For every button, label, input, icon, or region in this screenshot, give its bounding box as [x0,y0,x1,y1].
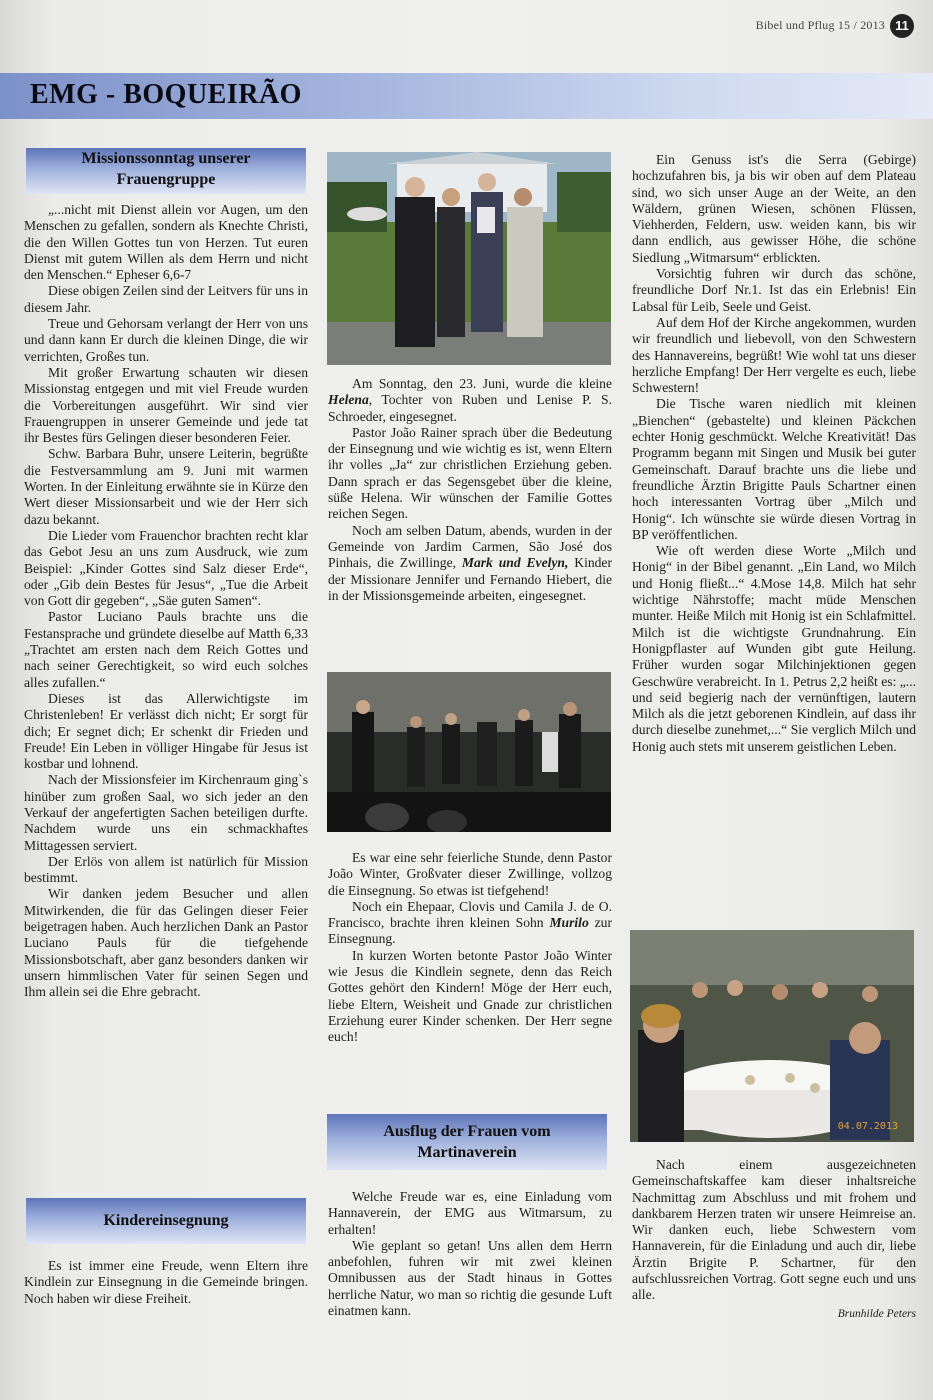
paragraph: Schw. Barbara Buhr, unsere Leiterin, begrüßte die Festversammlung am 9. Juni mit warmen Worten. In der Einleitung erwähnte sie in Kürze den Wert dieser Missionsarbeit und wie der Herr sich dazu bekannt. [24,446,308,527]
paragraph: Die Lieder vom Frauenchor brachten recht klar das Gebot Jesu an uns zum Ausdruck, wie zum Beispiel: „Kinder Gottes sind Salz dieser Erde“, oder „Gib dein Bestes für Jesus“, „Tue die Arbeit von Gott dir gegeben“, „Säe guten Samen“. [24,527,308,609]
paragraph: In kurzen Worten betonte Pastor João Winter wie Jesus die Kindlein segnete, denn das Reich Gottes gehört den Kindern! Möge der Herr euch, liebe Eltern, Weisheit und Gnade zur christlichen Erziehung eurer Kinder schenken. Der Herr segne euch! [328,947,612,1045]
article3-body-cont [632,152,916,755]
paragraph: Nach der Missionsfeier im Kirchenraum ging`s hinüber zum großen Saal, wo sich jeder an den Verkauf der angefertigten Sachen beteiligen durfte. Nachdem wurde uns ein schmackhaftes Mittagessen serviert. [24,772,308,853]
article3-heading: Ausflug der Frauen vom Martinaverein [327,1114,607,1170]
paragraph: Die Tische waren niedlich mit kleinen „Bienchen“ (gebastelte) und kleinen Päckchen echter Honig geschmückt. Welche Kreativität! Das Programm begann mit Singen und Musik bei guter Gemeinschaft. Darauf brachte uns die liebe und freundliche Ärztin Brigitte Pauls Schartner einen hoch interessanten Vortrag über „Milch und Honig“. Ich wünschte sie würde diesen Vortrag in BP veröffentlichen. [632,396,916,542]
page-number-badge: 11 [890,14,914,38]
paragraph: Der Erlös von allem ist natürlich für Mission bestimmt. [24,853,308,886]
paragraph: Treue und Gehorsam verlangt der Herr von uns und dann kann Er durch die kleinen Dinge, die wir verrichten, Großes tun. [24,316,308,364]
paragraph: Diese obigen Zeilen sind der Leitvers für uns in diesem Jahr. [24,283,308,315]
paragraph: Am Sonntag, den 23. Juni, wurde die kleine Helena, Tochter von Ruben und Lenise P. S. Schroeder, eingesegnet. [328,376,612,424]
article2-body-end [328,850,612,1046]
paragraph: Es war eine sehr feierliche Stunde, denn Pastor João Winter, Großvater dieser Zwillinge, vollzog die Einsegnung. So etwas ist tiefgehend! [328,850,612,898]
paragraph: Noch am selben Datum, abends, wurden in der Gemeinde von Jardim Carmen, São José dos Pinhais, die Zwillinge, Mark und Evelyn, Kinder der Missionare Jennifer und Fernando Hiebert, die in der Missionsgemeinde arbeiten, eingesegnet. [328,522,612,603]
article2-heading: Kindereinsegnung [26,1198,306,1244]
paragraph: Welche Freude war es, eine Einladung vom Hannaverein, der EMG aus Witmarsum, zu erhalten! [328,1189,612,1237]
family-photo-illustration [327,152,611,365]
name-helena: Helena [328,392,369,408]
article2-body-start [24,1258,308,1307]
fellowship-hall-photo [630,930,914,1142]
article1-heading: Missionssonntag unserer Frauengruppe [26,148,306,194]
paragraph: Wir danken jedem Besucher und allen Mitwirkenden, die für das Gelingen dieser Feier beigetragen haben. Auch herzlichen Dank an Pastor Luciano Pauls für die tiefgehende Missionsbotschaft, aber ganz besonders danken wir unsern himmlischen Vater für seinen Segen und Ihm allein sei die Ehre gebracht. [24,886,308,1000]
section-title: EMG - BOQUEIRÃO [30,79,302,110]
paragraph: Noch ein Ehepaar, Clovis und Camila J. de O. Francisco, brachte ihren kleinen Sohn Murilo zur Einsegnung. [328,898,612,947]
paragraph: Wie oft werden diese Worte „Milch und Honig“ in der Bibel genannt. „Ein Land, wo Milch und Honig fließt...“ 4.Mose 14,8. Milch hat sehr wichtige Nährstoffe; macht müde Menschen munter. Heiße Milch mit Honig ist ein Schlafmittel. Milch ist die wichtigste Grundnahrung. Ein Honigpflaster auf Wunden gibt gute Heilung. Früher wurden sogar Milchinjektionen gegen Geschwüre verabreicht. In 1. Petrus 2,2 heißt es: „... und seid begierig nach der vernünftigen, lautern Milch als die jetzt geborenen Kindlein, auf dass ihr durch dieselbe zunehmet,...“ Sie verglich Milch und Honig auch stets mit unserem geistlichen Leben. [632,543,916,754]
paragraph: Ein Genuss ist's die Serra (Gebirge) hochzufahren bis, ja bis wir oben auf dem Plateau sind, wo sich unser Auge an der Weite, an den Wäldern, grünen Wiesen, schönen Flüssen, Viehherden, Feldern, usw. weiden kann, bis wir dann endlich, aus gewisser Höhe, die schöne Siedlung „Witmarsum“ erblickten. [632,152,916,265]
paragraph: Es ist immer eine Freude, wenn Eltern ihre Kindlein zur Einsegnung in die Gemeinde bringen. Noch haben wir diese Freiheit. [24,1258,308,1306]
paragraph: Nach einem ausgezeichneten Gemeinschaftskaffee kam dieser inhaltsreiche Nachmittag zum Abschluss und mit frohem und dankbarem Herzen traten wir unsere Heimreise an. Wir danken euch, liebe Schwestern vom Hannaverein, für die Einladung und auch dir, liebe Ärztin Brigite P. Schartner, für den aufschlussreichen Vortrag. Gott segne euch und uns alle. [632,1157,916,1303]
hall-photo-illustration [630,930,914,1142]
paragraph: „...nicht mit Dienst allein vor Augen, um den Menschen zu gefallen, sondern als Knechte Christi, die den Willen Gottes tun von Herzen. Tut euren Dienst mit gutem Willen als dem Herrn und nicht den Menschen.“ Epheser 6,6-7 [24,202,308,283]
running-title: Bibel und Pflug 15 / 2013 [755,18,885,32]
baptism-family-photo [327,152,611,365]
paragraph: Auf dem Hof der Kirche angekommen, wurden wir freundlich und liebevoll, von den Schwestern des Hannavereins, begrüßt! Wie wohl tat uns dieser herzliche Empfang! Der Herr vergelte es euch, liebe Schwestern! [632,314,916,396]
article3-body-end [632,1157,916,1322]
article3-body-start [328,1189,612,1319]
paragraph: Vorsichtig fuhren wir durch das schöne, freundliche Dorf Nr.1. Ist das ein Erlebnis! Ein Labsal für Leib, Seele und Geist. [632,266,916,314]
paragraph: Dieses ist das Allerwichtigste im Christenleben! Er verlässt dich nicht; Er sorgt für dich; Er segnet dich; Er schenkt dir Frieden und Freude! Ein Leben in völliger Hingabe für Jesus ist kostbar und lohnend. [24,690,308,772]
paragraph: Pastor João Rainer sprach über die Bedeutung der Einsegnung und wie wichtig es ist, wenn Eltern ihr volles „Ja“ zur christlichen Erziehung geben. Dann sprach er das Segensgebet über die kleine, süße Helena. Wir wünschen der Familie Gottes reichen Segen. [328,424,612,522]
paragraph: Pastor Luciano Pauls brachte uns die Festansprache und gründete dieselbe auf Matth 6,33 „Trachtet am ersten nach dem Reich Gottes und nach seiner Gerechtigkeit, so wird euch solches alles zufallen.“ [24,609,308,690]
author-signature: Brunhilde Peters [837,1307,916,1320]
article1-body [24,202,308,1001]
section-banner [0,73,933,119]
photo-date-stamp: 04.07.2013 [837,1121,898,1132]
name-twins: Mark und Evelyn, [461,555,569,571]
ceremony-photo-illustration [327,672,611,832]
name-murilo: Murilo [549,915,589,931]
paragraph: Mit großer Erwartung schauten wir diesen Missionstag entgegen und mit viel Freude wurden die Vorbereitungen ausgeführt. Wir sind vier Frauengruppen in unserer Gemeinde und jede tat ihr Bestes fürs Gelingen dieser besonderen Feier. [24,364,308,446]
church-ceremony-photo [327,672,611,832]
article2-body-cont [328,376,612,604]
paragraph: Wie geplant so getan! Uns allen dem Herrn anbefohlen, fuhren wir mit zwei kleinen Omnibussen aus der Stadt hinaus in Gottes herrliche Natur, wo man so richtig die gesunde Luft einatmen kann. [328,1237,612,1319]
